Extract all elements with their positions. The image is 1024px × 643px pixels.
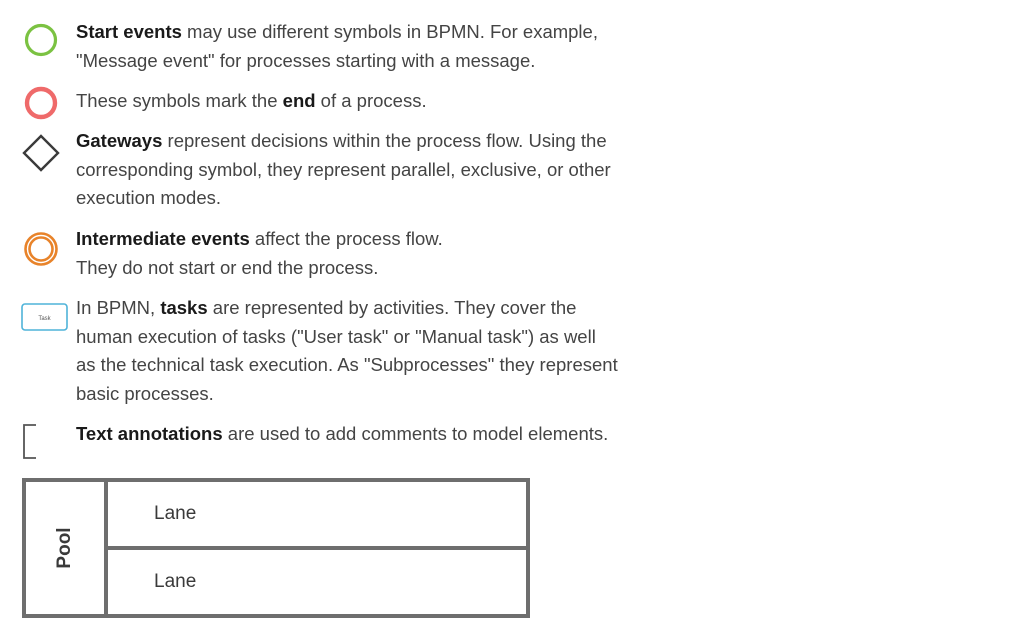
- intermediate-event-description: Intermediate events affect the process flow. They do not start or end the process.: [76, 228, 443, 278]
- pool-label: Pool: [54, 527, 75, 569]
- pool-diagram: [22, 478, 530, 618]
- task-icon-label: Task: [38, 316, 51, 322]
- lane-label: Lane: [154, 571, 197, 592]
- lane-1: [108, 482, 526, 550]
- lane-label: Lane: [154, 503, 197, 524]
- task-term: tasks: [160, 297, 208, 318]
- lane-2: [108, 550, 526, 614]
- intermediate-event-double-circle-icon: [18, 226, 64, 272]
- gateway-diamond-icon: [18, 130, 64, 176]
- text-annotation-bracket-icon: [18, 420, 64, 466]
- start-event-term: Start events: [76, 21, 182, 42]
- text-annotation-description: Text annotations are used to add comments to model elements.: [76, 423, 609, 444]
- start-event-circle-icon: [18, 17, 64, 63]
- task-rounded-rectangle-icon: [20, 295, 70, 341]
- start-event-description: Start events may use different symbols in BPMN. For example, "Message event" for processes starting with a message.: [76, 21, 598, 71]
- end-event-circle-icon: [18, 80, 64, 126]
- text-annotation-term: Text annotations: [76, 423, 223, 444]
- task-description: In BPMN, tasks are represented by activities. They cover the human execution of tasks ("User task" or "Manual task") as well as the technical task execution. As "Subprocesses" they represent basic processes.: [76, 297, 618, 404]
- intermediate-event-term: Intermediate events: [76, 228, 250, 249]
- pool-label-cell: [26, 482, 108, 614]
- end-event-term: end: [282, 90, 316, 111]
- gateway-description: Gateways represent decisions within the process flow. Using the corresponding symbol, they represent parallel, exclusive, or other execution modes.: [76, 130, 611, 209]
- gateway-term: Gateways: [76, 130, 163, 151]
- end-event-description: These symbols mark the end of a process.: [76, 90, 427, 111]
